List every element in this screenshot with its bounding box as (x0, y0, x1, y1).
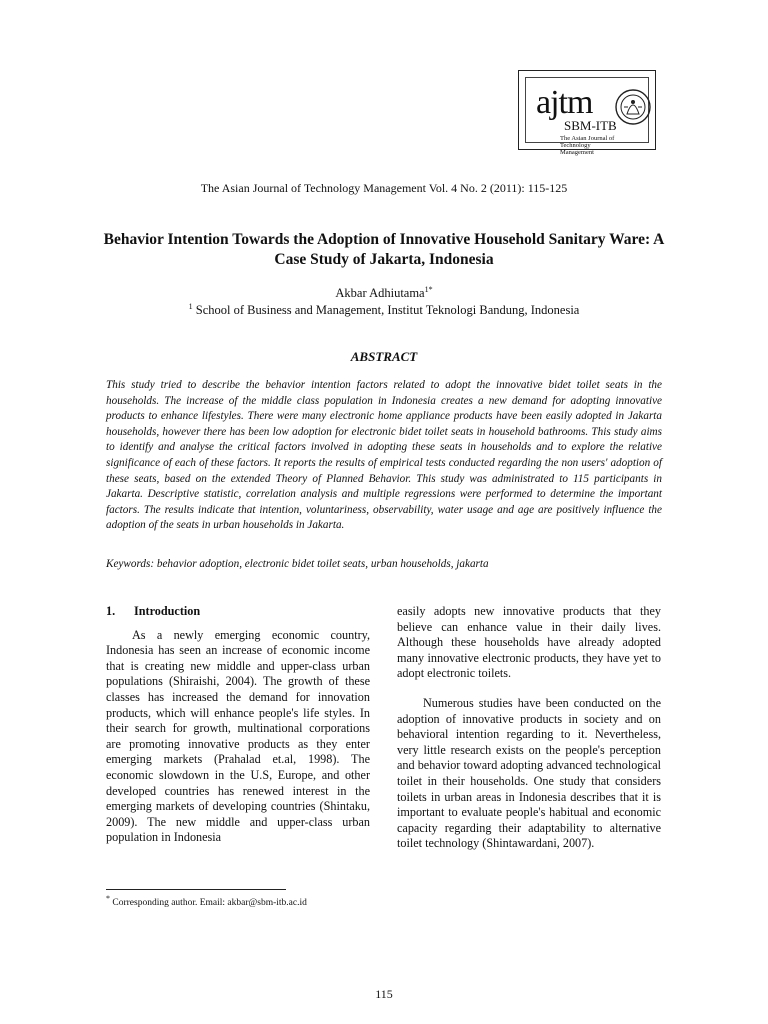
journal-logo (518, 70, 656, 156)
author-name: Akbar Adhiutama (335, 286, 425, 300)
section-heading (106, 604, 370, 620)
body-paragraph: easily adopts new innovative products that they believe can enhance value in their daily lives. Although these households have already adopted many innovative electronic products, they have yet to adopt electronic toilets. (397, 604, 661, 681)
logo-wordmark: ajtm (536, 84, 593, 121)
logo-tagline: The Asian Journal of Technology Management (560, 135, 615, 156)
footnote-mark: * (106, 893, 110, 903)
affiliation-line (0, 303, 768, 318)
abstract-heading: ABSTRACT (350, 349, 418, 364)
footnote-text: Corresponding author. Email: akbar@sbm-itb.ac.id (112, 898, 307, 908)
affiliation-mark: 1 (188, 301, 193, 311)
logo-subtitle: SBM-ITB (564, 118, 617, 133)
right-column (397, 604, 661, 852)
body-paragraph: As a newly emerging economic country, Indonesia has seen an increase of economic income that is creating new middle and upper-class urban populations (Shiraishi, 2004). The growth of these classes has increased the demand for innovation products, which will enhance people's life styles. In their search for growth, multinational corporations are promoting innovative products as they enter emerging markets (Prahalad et.al, 1998). The economic slowdown in the U.S, Europe, and other developed countries has renewed interest in the emerging markets of developing countries (Shintaku, 2009). The new middle and upper-class urban population in Indonesia (106, 627, 370, 845)
footnote-divider (106, 889, 286, 890)
section-number: 1. (106, 604, 116, 618)
paper-title: Behavior Intention Towards the Adoption of Innovative Household Sanitary Ware: A Case Study of Jakarta, Indonesia (103, 231, 665, 268)
footnote (106, 893, 307, 908)
logo-frame (525, 77, 649, 156)
page-number: 115 (375, 987, 393, 1001)
section-title: Introduction (134, 604, 201, 618)
author-line (0, 286, 768, 301)
journal-citation: The Asian Journal of Technology Management Vol. 4 No. 2 (2011): 115-125 (200, 181, 568, 195)
author-mark: 1* (424, 284, 433, 294)
institute-seal-icon (614, 88, 652, 126)
abstract-body: This study tried to describe the behavior intention factors related to adopt the innovative bidet toilet seats in the households. The increase of the middle class population in Indonesia creates a new demand for adopting innovative products to enhance lifestyles. There were many electronic home appliance products have been easily adopted in Jakarta households, however there has been low adoption for electronic bidet toilet seats in household bathrooms. This study aims to identify and analyse the critical factors involved in adopting these seats in households and to explore the relative significance of each of these factors. It reports the results of empirical tests conducted regarding the non users' adoption of these seats, based on the extended Theory of Planned Behavior. This study was administrated to 115 participants in Jakarta. Descriptive statistic, correlation analysis and multiple regressions were performed to determine the important factors. The results indicate that intention, voluntariness, observability, water usage and age are positively influence the adoption of the seats in urban households in Jakarta. (106, 379, 662, 532)
affiliation-text: School of Business and Management, Institut Teknologi Bandung, Indonesia (195, 303, 580, 317)
body-paragraph: Numerous studies have been conducted on the adoption of innovative products in society and on behavioral intention regarding to it. Nevertheless, very little research exists on the people's perception and behavior toward adopting advanced technological toilet in their households. One study that considers toilets in urban areas in Indonesia describes that it is important to evaluate people's habitual and economic capacity regarding their adaptability to alternative toilet technology (Shintawardani, 2007). (397, 695, 661, 851)
left-column (106, 604, 370, 846)
keywords: Keywords: behavior adoption, electronic bidet toilet seats, urban households, jakarta (106, 558, 489, 570)
